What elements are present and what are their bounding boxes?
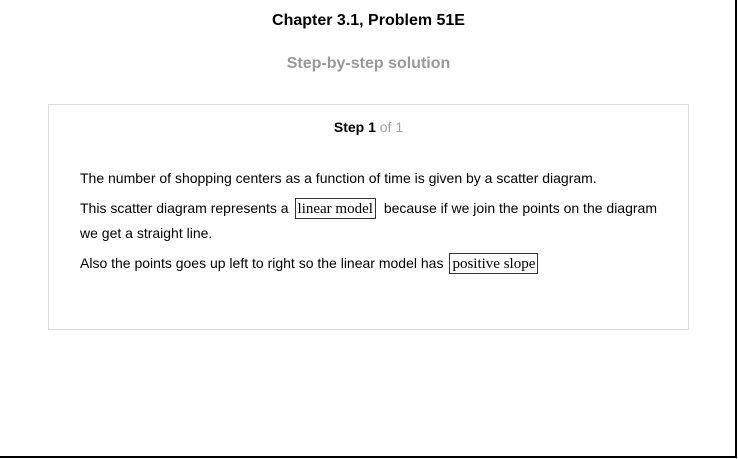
answer-box-linear-model: linear model [295,198,376,219]
solution-subtitle: Step-by-step solution [286,55,451,72]
paragraph-text-after: because if we join the points on the diagram we get a straight line. [80,200,657,241]
step-count: of 1 [379,119,404,135]
paragraph-text-before: This scatter diagram represents a [80,200,289,216]
step-card [48,104,689,330]
step-label: Step 1 [333,119,376,135]
answer-box-positive-slope: positive slope [449,253,538,274]
step-body [80,166,660,281]
paragraph-text-before: Also the points goes up left to right so the linear model has [80,255,444,271]
chapter-title: Chapter 3.1, Problem 51E [272,12,465,29]
step-header [49,119,688,135]
step-paragraph-2 [80,196,660,246]
step-paragraph-1 [80,166,660,191]
step-paragraph-3 [80,251,660,276]
paragraph-text: The number of shopping centers as a function of time is given by a scatter diagram. [80,170,597,186]
